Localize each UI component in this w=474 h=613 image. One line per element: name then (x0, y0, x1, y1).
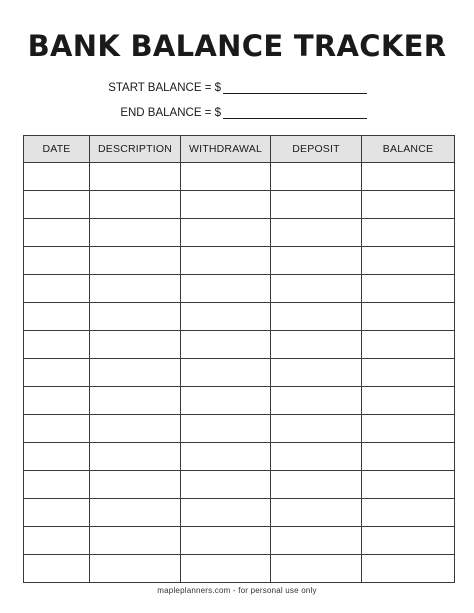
end-balance-row (0, 104, 474, 122)
cell-date[interactable] (24, 331, 90, 359)
table-row (24, 387, 455, 415)
cell-withdrawal[interactable] (181, 303, 271, 331)
cell-deposit[interactable] (271, 415, 362, 443)
cell-withdrawal[interactable] (181, 527, 271, 555)
header-description: DESCRIPTION (90, 136, 181, 163)
cell-deposit[interactable] (271, 555, 362, 583)
cell-description[interactable] (90, 163, 181, 191)
cell-description[interactable] (90, 387, 181, 415)
cell-withdrawal[interactable] (181, 387, 271, 415)
table-row (24, 499, 455, 527)
table-row (24, 471, 455, 499)
cell-date[interactable] (24, 359, 90, 387)
table-row (24, 163, 455, 191)
cell-withdrawal[interactable] (181, 415, 271, 443)
cell-deposit[interactable] (271, 191, 362, 219)
cell-withdrawal[interactable] (181, 471, 271, 499)
cell-deposit[interactable] (271, 443, 362, 471)
cell-date[interactable] (24, 555, 90, 583)
cell-balance[interactable] (362, 275, 455, 303)
cell-date[interactable] (24, 387, 90, 415)
cell-balance[interactable] (362, 303, 455, 331)
cell-balance[interactable] (362, 527, 455, 555)
cell-withdrawal[interactable] (181, 275, 271, 303)
cell-description[interactable] (90, 191, 181, 219)
start-balance-label: START BALANCE = $ (108, 82, 221, 94)
cell-date[interactable] (24, 499, 90, 527)
table-row (24, 191, 455, 219)
cell-deposit[interactable] (271, 359, 362, 387)
header-date: DATE (24, 136, 90, 163)
cell-date[interactable] (24, 415, 90, 443)
end-balance-label: END BALANCE = $ (120, 107, 221, 119)
cell-date[interactable] (24, 163, 90, 191)
cell-balance[interactable] (362, 219, 455, 247)
cell-withdrawal[interactable] (181, 555, 271, 583)
cell-withdrawal[interactable] (181, 499, 271, 527)
cell-balance[interactable] (362, 471, 455, 499)
cell-deposit[interactable] (271, 471, 362, 499)
table-row (24, 303, 455, 331)
header-balance: BALANCE (362, 136, 455, 163)
cell-balance[interactable] (362, 415, 455, 443)
cell-withdrawal[interactable] (181, 191, 271, 219)
cell-description[interactable] (90, 275, 181, 303)
cell-date[interactable] (24, 443, 90, 471)
cell-description[interactable] (90, 443, 181, 471)
table-row (24, 527, 455, 555)
cell-description[interactable] (90, 247, 181, 275)
cell-withdrawal[interactable] (181, 219, 271, 247)
cell-deposit[interactable] (271, 527, 362, 555)
cell-description[interactable] (90, 527, 181, 555)
cell-withdrawal[interactable] (181, 163, 271, 191)
cell-deposit[interactable] (271, 219, 362, 247)
cell-description[interactable] (90, 471, 181, 499)
end-balance-field[interactable] (223, 118, 367, 119)
cell-balance[interactable] (362, 331, 455, 359)
cell-deposit[interactable] (271, 275, 362, 303)
cell-balance[interactable] (362, 499, 455, 527)
cell-balance[interactable] (362, 247, 455, 275)
cell-date[interactable] (24, 247, 90, 275)
footer-note: mapleplanners.com - for personal use only (157, 586, 317, 595)
header-withdrawal: WITHDRAWAL (181, 136, 271, 163)
cell-balance[interactable] (362, 359, 455, 387)
cell-date[interactable] (24, 471, 90, 499)
cell-description[interactable] (90, 219, 181, 247)
cell-balance[interactable] (362, 555, 455, 583)
cell-balance[interactable] (362, 443, 455, 471)
cell-date[interactable] (24, 303, 90, 331)
cell-balance[interactable] (362, 387, 455, 415)
cell-withdrawal[interactable] (181, 443, 271, 471)
cell-balance[interactable] (362, 191, 455, 219)
cell-balance[interactable] (362, 163, 455, 191)
cell-description[interactable] (90, 555, 181, 583)
cell-description[interactable] (90, 415, 181, 443)
tracker-table (23, 135, 455, 583)
header-deposit: DEPOSIT (271, 136, 362, 163)
page-title: BANK BALANCE TRACKER (27, 29, 447, 63)
cell-deposit[interactable] (271, 499, 362, 527)
cell-deposit[interactable] (271, 163, 362, 191)
cell-withdrawal[interactable] (181, 247, 271, 275)
table-row (24, 247, 455, 275)
table-row (24, 359, 455, 387)
table-row (24, 275, 455, 303)
cell-withdrawal[interactable] (181, 359, 271, 387)
cell-date[interactable] (24, 219, 90, 247)
cell-deposit[interactable] (271, 331, 362, 359)
table-row (24, 219, 455, 247)
table-row (24, 555, 455, 583)
table-row (24, 331, 455, 359)
start-balance-field[interactable] (223, 93, 367, 94)
cell-date[interactable] (24, 527, 90, 555)
cell-description[interactable] (90, 303, 181, 331)
cell-date[interactable] (24, 275, 90, 303)
cell-description[interactable] (90, 499, 181, 527)
cell-description[interactable] (90, 359, 181, 387)
table-row (24, 415, 455, 443)
cell-withdrawal[interactable] (181, 331, 271, 359)
cell-date[interactable] (24, 191, 90, 219)
cell-deposit[interactable] (271, 247, 362, 275)
cell-deposit[interactable] (271, 303, 362, 331)
cell-deposit[interactable] (271, 387, 362, 415)
start-balance-row (0, 79, 474, 97)
table-header-row (24, 136, 455, 163)
cell-description[interactable] (90, 331, 181, 359)
table-row (24, 443, 455, 471)
